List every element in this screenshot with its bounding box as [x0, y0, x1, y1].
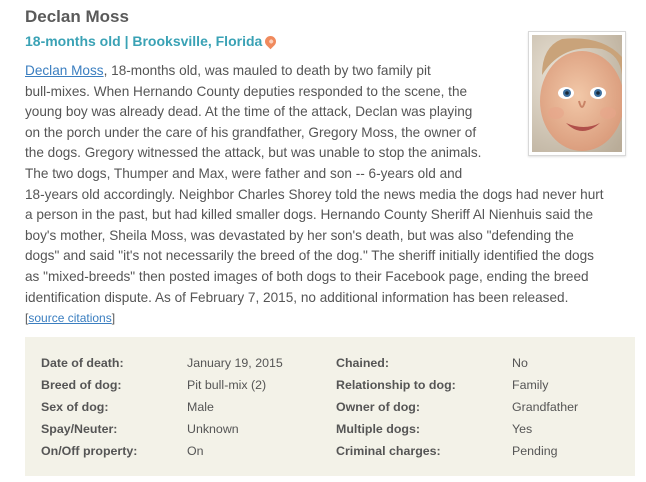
fact-label: Sex of dog:: [41, 400, 109, 414]
bio-text: [25, 61, 637, 329]
source-citations-link[interactable]: source citations: [28, 311, 112, 326]
bio-line: as "mixed-breeds" then posted images of both dogs to their Facebook page, ending the breed: [25, 268, 589, 284]
fact-value: On: [187, 444, 204, 458]
victim-name: Declan Moss: [25, 7, 129, 26]
bio-line: on the porch under the care of his grandfather, Gregory Moss, the owner of: [25, 124, 477, 140]
fact-value: Yes: [512, 422, 533, 436]
bio-line: boy's mother, Sheila Moss, was devastated by her son's death, but was also "defending the: [25, 227, 574, 243]
fact-label: Criminal charges:: [336, 444, 441, 458]
victim-subtitle: [25, 33, 276, 49]
fact-label: Chained:: [336, 356, 390, 370]
fact-value: Pending: [512, 444, 558, 458]
victim-age: 18-months old: [25, 33, 121, 49]
fact-value: Unknown: [187, 422, 239, 436]
fact-value: No: [512, 356, 528, 370]
facts-table: [25, 337, 635, 476]
bio-line: dogs" and said "it's not necessarily the breed of the dog." The sheriff initially identified the dogs: [25, 248, 594, 264]
fact-label: On/Off property:: [41, 444, 138, 458]
citation-bracket-open: [: [25, 311, 29, 326]
bio-line: the dogs. Gregory witnessed the attack, but was unable to stop the animals.: [25, 145, 482, 161]
fact-value: January 19, 2015: [187, 356, 283, 370]
citation-line: [25, 308, 637, 329]
bio-line: identification dispute. As of February 7, 2015, no additional information has been released.: [25, 289, 569, 305]
bio-line: The two dogs, Thumper and Max, were father and son -- 6-years old and: [25, 165, 463, 181]
bio-line: bull-mixes. When Hernando County deputies responded to the scene, the: [25, 83, 468, 99]
bio-line: young boy was already dead. At the time of the attack, Declan was playing: [25, 104, 473, 120]
bio-line: 18-years old accordingly. Neighbor Charles Shorey told the news media the dogs had never hurt: [25, 186, 604, 202]
fact-value: Family: [512, 378, 549, 392]
fact-value: Grandfather: [512, 400, 579, 414]
fact-label: Breed of dog:: [41, 378, 122, 392]
bio-line: [25, 61, 637, 82]
victim-location: Brooksville, Florida: [132, 33, 263, 49]
facts-row: [25, 444, 635, 466]
fact-label: Multiple dogs:: [336, 422, 420, 436]
facts-row: [25, 400, 635, 422]
facts-row: [25, 422, 635, 444]
fact-label: Owner of dog:: [336, 400, 420, 414]
facts-row: [25, 356, 635, 378]
facts-row: [25, 378, 635, 400]
fact-label: Spay/Neuter:: [41, 422, 118, 436]
fact-label: Date of death:: [41, 356, 124, 370]
victim-name-link[interactable]: Declan Moss: [25, 63, 104, 78]
fact-value: Male: [187, 400, 214, 414]
subtitle-separator: |: [124, 33, 129, 49]
citation-bracket-close: ]: [111, 311, 116, 326]
bio-line: a person in the past, but had killed smaller dogs. Hernando County Sheriff Al Nienhuis said the: [25, 207, 594, 223]
bio-line-text: , 18-months old, was mauled to death by two family pit: [103, 63, 431, 78]
fact-label: Relationship to dog:: [336, 378, 456, 392]
map-pin-icon[interactable]: [263, 34, 279, 50]
fact-value: Pit bull-mix (2): [187, 378, 267, 392]
